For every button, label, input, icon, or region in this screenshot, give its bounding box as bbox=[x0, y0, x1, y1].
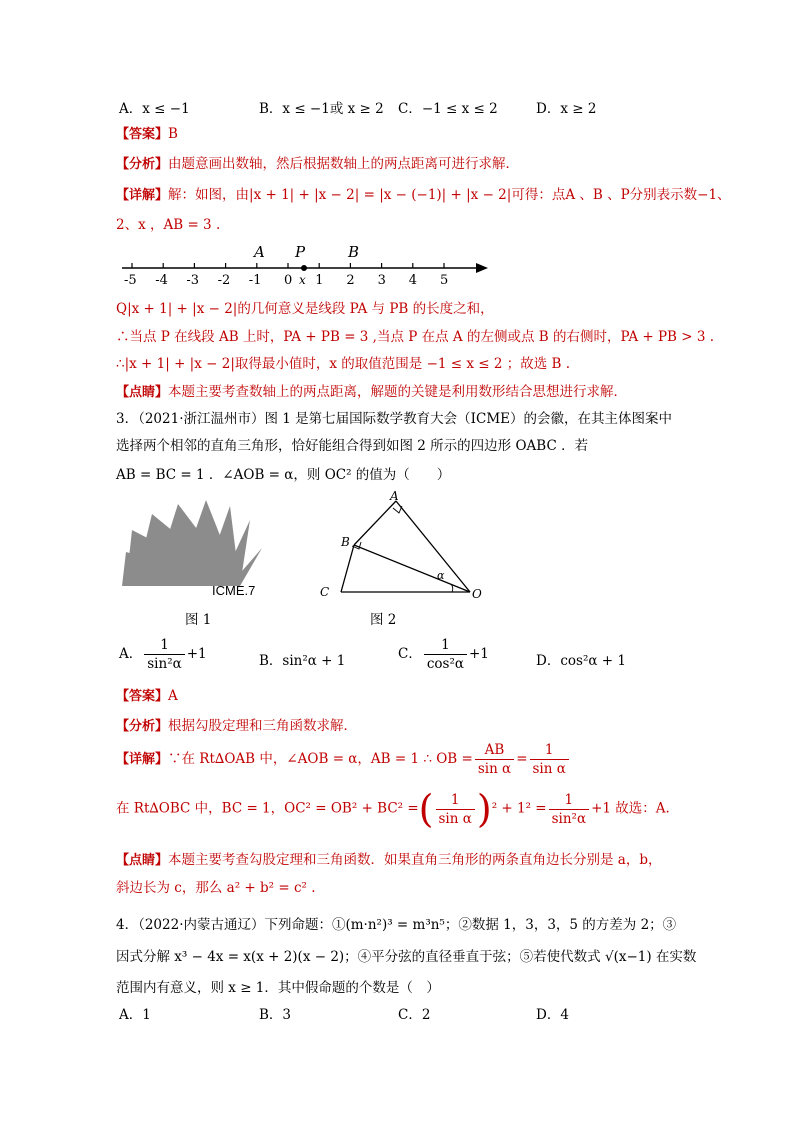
option-a-fraction: $\frac{1}{\text{sin²α}}$ bbox=[144, 636, 184, 673]
q4-option-a: A．1 bbox=[119, 1007, 151, 1023]
point-a-label: A bbox=[254, 243, 265, 261]
q2-detail-line-1 bbox=[116, 183, 731, 203]
tick-label: 3 bbox=[377, 273, 386, 288]
q3-option-c: C． $\frac{1}{\text{cos²α}}$ +1 bbox=[398, 637, 489, 672]
option-c-prefix: C． bbox=[398, 646, 422, 662]
option-a-prefix: A． bbox=[119, 646, 143, 662]
tick-label: 1 bbox=[315, 273, 324, 288]
vertex-o-label: O bbox=[472, 587, 482, 601]
q3-detail-line-2: 在 Rt∆OBC 中，BC = 1，OC² = OB² + BC² =( $\frac{1}{\text{sin α}}$ )² + 1² = $\frac{1}{\text{sin²α}}$ +1 故选：A. bbox=[116, 787, 670, 831]
segment-bo bbox=[354, 545, 470, 592]
q3-analysis-line: 【分析】根据勾股定理和三角函数求解． bbox=[116, 718, 358, 734]
detail-text: 解：如图，由|x + 1| + |x − 2| = |x − (−1)| + |x − 2|可得：点A 、B 、P分别表示数−1、 bbox=[168, 187, 731, 203]
q3-comment-line-1: 【点睛】本题主要考查勾股定理和三角函数．如果直角三角形的两条直角边长分别是 a，b， bbox=[116, 852, 662, 868]
tick-label: -4 bbox=[155, 273, 168, 288]
tick-label: -3 bbox=[186, 273, 200, 288]
figure-1-caption: 图 1 bbox=[185, 612, 212, 628]
q2-option-c: C．−1 ≤ x ≤ 2 bbox=[398, 101, 498, 117]
q3-detail-line-1: 【详解】∵在 Rt∆OAB 中，∠AOB = α，AB = 1 ∴ OB = $\frac{AB}{\text{sin α}}$ = $\frac{1}{\text{sin α}}$ bbox=[116, 741, 571, 778]
vertex-a-label: A bbox=[390, 489, 399, 503]
q3-answer-line: 【答案】A bbox=[116, 688, 178, 704]
point-x-label: x bbox=[299, 273, 306, 287]
q2-answer-line bbox=[116, 123, 178, 142]
comment-tag: 【点睛】 bbox=[116, 385, 169, 400]
comment-text: 本题主要考查数轴上的两点距离，解题的关键是利用数形结合思想进行求解． bbox=[168, 384, 628, 400]
q3-stem-2: 选择两个相邻的直角三角形，恰好能组合得到如图 2 所示的四边形 OABC ．若 bbox=[116, 438, 589, 454]
icme-logo-figure bbox=[122, 500, 267, 590]
q3-stem-1: 3．（2021·浙江温州市）图 1 是第七届国际数学教育大会（ICME）的会徽，在其主体图案中 bbox=[116, 411, 672, 427]
quadrilateral-figure bbox=[315, 488, 495, 603]
point-b-label: B bbox=[348, 243, 360, 261]
number-line-figure bbox=[118, 240, 498, 290]
answer-value: B bbox=[168, 126, 178, 142]
q3-option-b: B．sin²α + 1 bbox=[259, 653, 346, 669]
tick-label: 4 bbox=[408, 273, 418, 288]
option-c-fraction: $\frac{1}{\text{cos²α}}$ bbox=[424, 636, 467, 673]
q3-comment-line-2: 斜边长为 c，那么 a² + b² = c² . bbox=[116, 880, 316, 896]
answer-tag: 【答案】 bbox=[116, 127, 169, 142]
angle-alpha-label: α bbox=[437, 569, 445, 582]
ob-fraction: $\frac{AB}{\text{sin α}}$ bbox=[475, 741, 514, 778]
analysis-text: 由题意画出数轴，然后根据数轴上的两点距离可进行求解． bbox=[168, 156, 520, 172]
q2-option-b: B．x ≤ −1或 x ≥ 2 bbox=[259, 101, 384, 117]
vertex-c-label: C bbox=[320, 585, 330, 599]
number-line-arrow-icon bbox=[476, 263, 488, 273]
segment-ao bbox=[396, 501, 470, 592]
q3-stem-3: AB = BC = 1 ．∠AOB = α，则 OC² 的值为（ ） bbox=[116, 467, 451, 483]
analysis-tag: 【分析】 bbox=[116, 157, 169, 172]
q3-option-a: A． $\frac{1}{\text{sin²α}}$ +1 bbox=[119, 637, 207, 672]
detail-tag: 【详解】 bbox=[116, 188, 169, 203]
tick-label: -2 bbox=[217, 273, 231, 288]
q2-line-2: ∴当点 P 在线段 AB 上时，PA + PB = 3 ,当点 P 在点 A 的左侧或点 B 的右侧时，PA + PB > 3 . bbox=[116, 329, 715, 345]
point-p-dot bbox=[301, 265, 307, 271]
one-over-sin-fraction: $\frac{1}{\text{sin α}}$ bbox=[530, 741, 569, 778]
tick-label: -1 bbox=[248, 273, 262, 288]
q4-option-d: D．4 bbox=[536, 1007, 569, 1023]
q4-stem-1: 4．（2022·内蒙古通辽）下列命题：①(m·n²)³ = m³n⁵；②数据 1，3，3，5 的方差为 2；③ bbox=[116, 917, 677, 933]
q2-option-d: D．x ≥ 2 bbox=[536, 101, 597, 117]
q4-option-c: C．2 bbox=[398, 1007, 431, 1023]
figure-2-caption: 图 2 bbox=[370, 612, 397, 628]
q4-stem-2: 因式分解 x³ − 4x = x(x + 2)(x − 2)；④平分弦的直径垂直于弦；⑤若使代数式 √(x−1) 在实数 bbox=[116, 949, 697, 965]
number-line-ticks bbox=[124, 263, 448, 288]
q2-option-a: A．x ≤ −1 bbox=[119, 101, 190, 117]
segment-ab bbox=[354, 501, 396, 545]
vertex-b-label: B bbox=[341, 535, 350, 549]
icme-logo-text: ICME.7 bbox=[212, 583, 256, 598]
q4-option-b: B．3 bbox=[259, 1007, 292, 1023]
tick-label: 2 bbox=[346, 273, 355, 288]
q4-stem-3: 范围内有意义，则 x ≥ 1．其中假命题的个数是（ ） bbox=[116, 980, 440, 996]
segment-bc bbox=[341, 545, 354, 592]
q2-line-3: ∴|x + 1| + |x − 2|取得最小值时，x 的取值范围是 −1 ≤ x ≤ 2 ；故选 B . bbox=[116, 356, 571, 372]
tick-label: -5 bbox=[124, 273, 137, 288]
q2-detail-line-2: 2、x ，AB = 3 . bbox=[116, 217, 221, 233]
q3-option-d: D．cos²α + 1 bbox=[536, 653, 626, 669]
point-p-label: P bbox=[295, 243, 306, 261]
tick-label: 5 bbox=[440, 273, 449, 288]
q2-analysis-line bbox=[116, 152, 519, 172]
q2-comment-line bbox=[116, 380, 627, 400]
q2-line-1: Q|x + 1| + |x − 2|的几何意义是线段 PA 与 PB 的长度之和， bbox=[116, 301, 494, 317]
tick-label: 0 bbox=[284, 273, 293, 288]
